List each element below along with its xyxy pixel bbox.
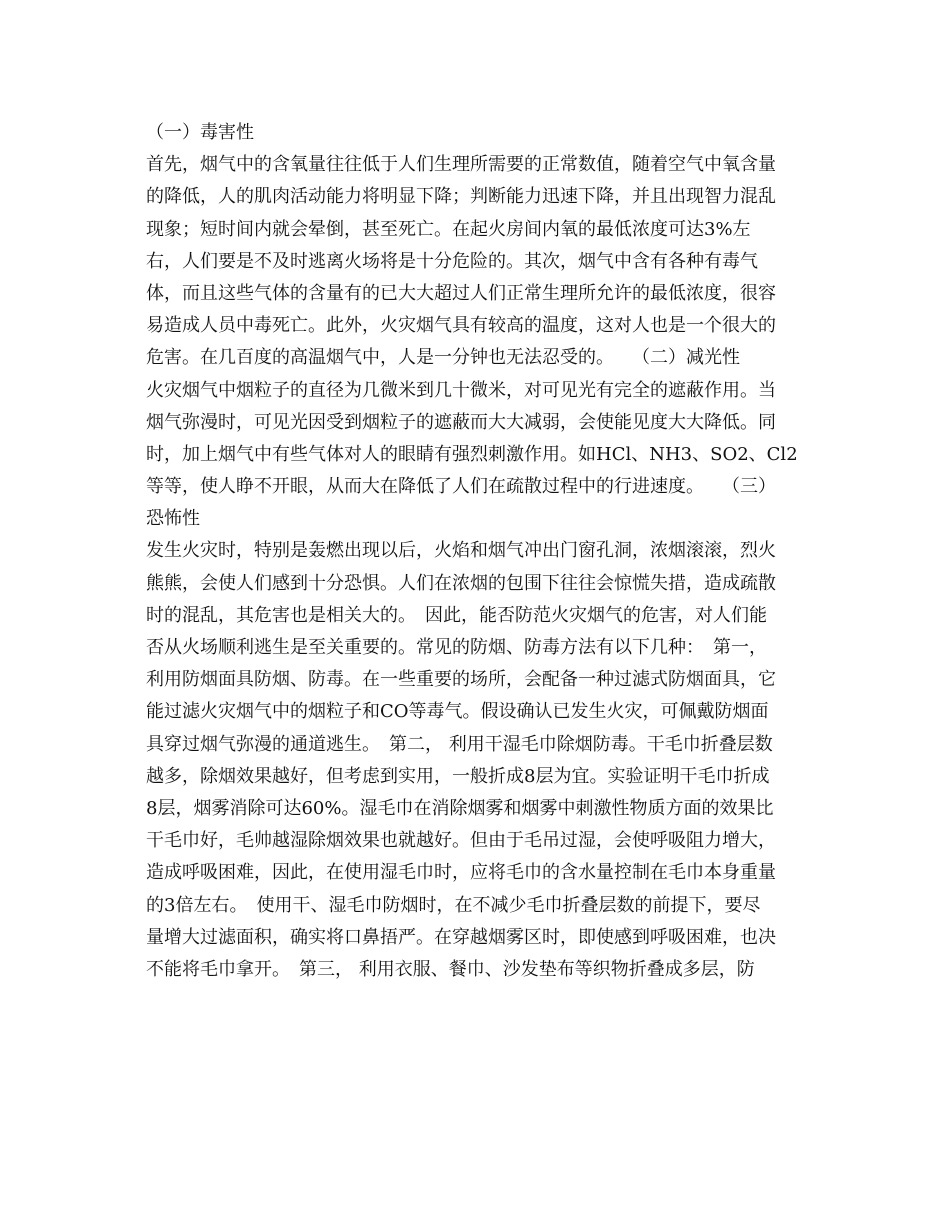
- text-line: 越多，除烟效果越好，但考虑到实用，一般折成8层为宜。实验证明干毛巾折成: [146, 765, 770, 787]
- text-line: 的降低，人的肌肉活动能力将明显下降；判断能力迅速下降，并且出现智力混乱: [146, 186, 776, 208]
- document-body: [146, 117, 806, 986]
- text-line: 烟气弥漫时，可见光因受到烟粒子的遮蔽而大大减弱，会使能见度大大降低。同: [146, 411, 776, 433]
- text-line: 火灾烟气中烟粒子的直径为几微米到几十微米，对可见光有完全的遮蔽作用。当: [146, 379, 776, 401]
- section-heading-toxicity: （一）毒害性: [146, 122, 254, 143]
- text-line: 体，而且这些气体的含量有的已大大超过人们正常生理所允许的最低浓度，很容: [146, 282, 776, 304]
- text-line: 时的混乱，其危害也是相关大的。 因此，能否防范火灾烟气的危害，对人们能: [146, 604, 767, 626]
- text-line: 右，人们要是不及时逃离火场将是十分危险的。其次，烟气中含有各种有毒气: [146, 250, 758, 272]
- text-line: 能过滤火灾烟气中的烟粒子和CO等毒气。假设确认已发生火灾，可佩戴防烟面: [146, 701, 769, 723]
- text-line: 造成呼吸困难，因此，在使用湿毛巾时，应将毛巾的含水量控制在毛巾本身重量: [146, 862, 776, 884]
- text-line: 首先，烟气中的含氧量往往低于人们生理所需要的正常数值，随着空气中氧含量: [146, 154, 776, 176]
- text-line: 时，加上烟气中有些气体对人的眼睛有强烈刺激作用。如HCl、NH3、SO2、Cl2: [146, 443, 798, 465]
- text-line: 干毛巾好，毛帅越湿除烟效果也就越好。但由于毛吊过湿，会使呼吸阻力增大，: [146, 830, 776, 852]
- text-line: 利用防烟面具防烟、防毒。在一些重要的场所，会配备一种过滤式防烟面具，它: [146, 669, 776, 691]
- text-line: 量增大过滤面积，确实将口鼻捂严。在穿越烟雾区时，即使感到呼吸困难，也决: [146, 926, 776, 948]
- text-line: 发生火灾时，特别是轰燃出现以后，火焰和烟气冲出门窗孔洞，浓烟滚滚，烈火: [146, 540, 776, 562]
- text-line: 易造成人员中毒死亡。此外，火灾烟气具有较高的温度，这对人也是一个很大的: [146, 315, 776, 337]
- text-line: 否从火场顺利逃生是至关重要的。常见的防烟、防毒方法有以下几种： 第一，: [146, 637, 767, 658]
- text-line: 熊熊，会使人们感到十分恐惧。人们在浓烟的包围下往往会惊慌失措，造成疏散: [146, 572, 776, 594]
- text-line: 8层，烟雾消除可达60%。湿毛巾在消除烟雾和烟雾中刺激性物质方面的效果比: [146, 797, 774, 819]
- section-heading-terror: 恐怖性: [146, 508, 200, 530]
- text-line: 的3倍左右。 使用干、湿毛巾防烟时，在不减少毛巾折叠层数的前提下，要尽: [146, 894, 761, 916]
- text-line: 不能将毛巾拿开。 第三， 利用衣服、餐巾、沙发垫布等织物折叠成多层，防: [146, 958, 755, 980]
- text-line: 具穿过烟气弥漫的通道逃生。 第二， 利用干湿毛巾除烟防毒。干毛巾折叠层数: [146, 733, 773, 755]
- text-line: 现象；短时间内就会晕倒，甚至死亡。在起火房间内氧的最低浓度可达3%左: [146, 218, 751, 240]
- text-line: 等等，使人睁不开眼，从而大在降低了人们在疏散过程中的行进速度。 （三）: [146, 476, 776, 498]
- text-line: 危害。在几百度的高温烟气中，人是一分钟也无法忍受的。 （二）减光性: [146, 347, 740, 369]
